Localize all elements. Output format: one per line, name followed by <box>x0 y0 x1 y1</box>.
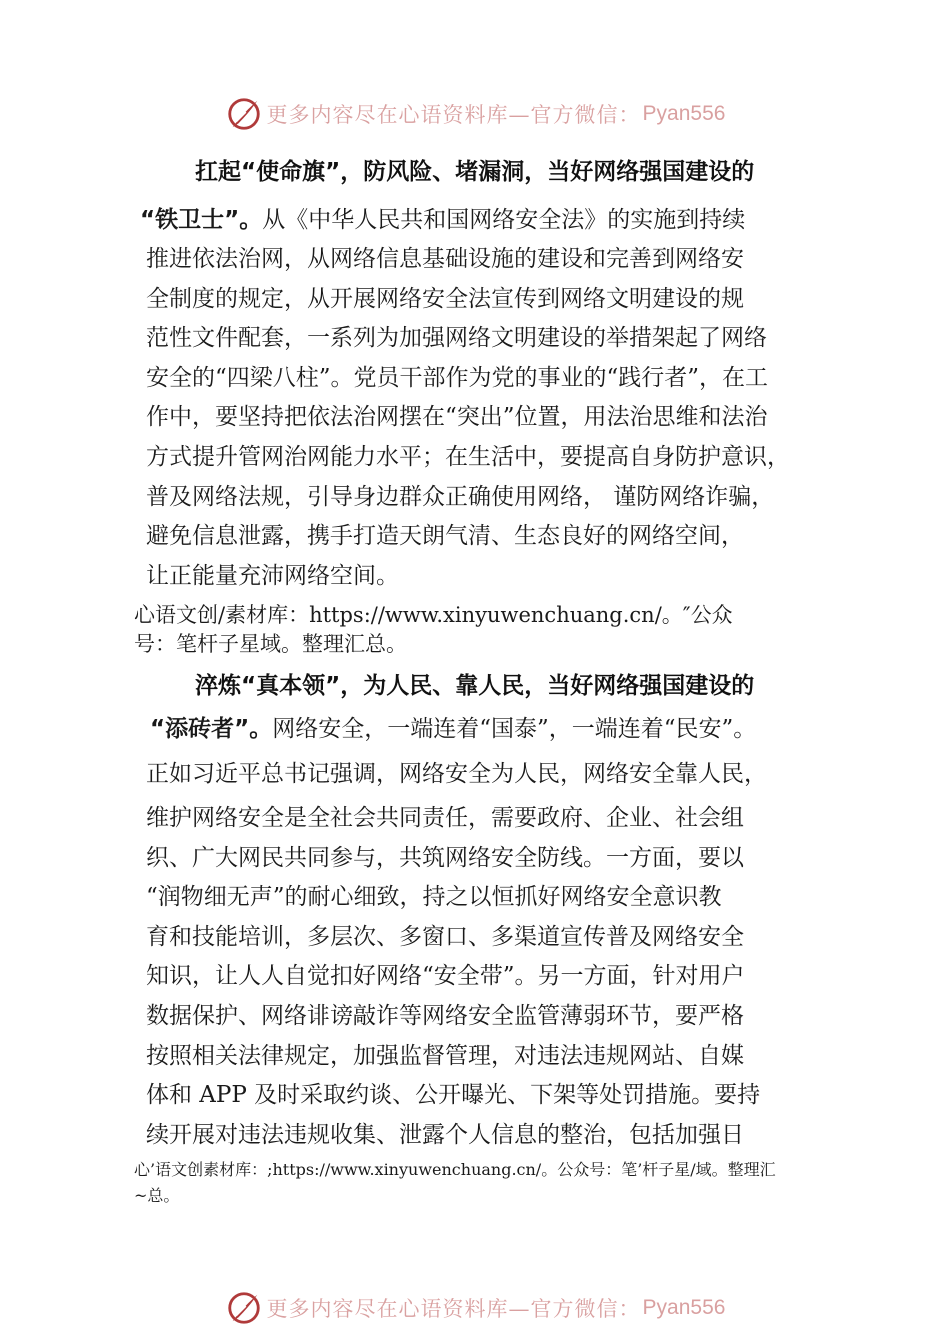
quill-logo-icon <box>225 1289 263 1327</box>
section2-line-4: 织、广大网民共同参与，共筑网络安全防线。一方面，要以 <box>146 845 744 871</box>
section1-line-10: 让正能量充沛网络空间。 <box>146 563 399 589</box>
quill-logo-icon <box>225 95 263 133</box>
section1-line-1 <box>140 206 830 234</box>
header-banner-text: 更多内容尽在心语资料库—官方微信： <box>266 103 641 127</box>
header-banner <box>0 94 950 134</box>
section2-heading: 淬炼“真本领”，为人民、靠人民，当好网络强国建设的 <box>195 673 755 699</box>
source-note-1-line-1: 心语文创/素材库：https://www.xinyuwenchuang.cn/。″公众 <box>134 603 733 627</box>
section2-line-5: “润物细无声”的耐心细致，持之以恒抓好网络安全意识教 <box>146 884 722 910</box>
section1-line-3: 全制度的规定，从开展网络安全法宣传到网络文明建设的规 <box>146 286 744 312</box>
section2-line-9: 按照相关法律规定，加强监督管理，对违法违规网站、自媒 <box>146 1043 744 1069</box>
section1-lead-bold: “铁卫士”。 <box>140 207 263 233</box>
section1-line-7: 方式提升管网治网能力水平；在生活中，要提高自身防护意识， <box>146 444 790 470</box>
header-banner-handle: Pyan556 <box>642 102 726 125</box>
footer-banner-handle: Pyan556 <box>642 1296 726 1319</box>
footer-banner-text: 更多内容尽在心语资料库—官方微信： <box>266 1297 641 1321</box>
source-note-2-line-2: ~总。 <box>134 1186 180 1205</box>
section1-line-6: 作中，要坚持把依法治网摆在“突出”位置，用法治思维和法治 <box>146 404 768 430</box>
source-note-2-line-1: 心’语文创素材库：;https://www.xinyuwenchuang.cn/。公众号：笔’杆子星/域。整理汇 <box>134 1160 776 1179</box>
section2-line-2: 正如习近平总书记强调，网络安全为人民，网络安全靠人民， <box>146 761 767 787</box>
footer-banner <box>0 1288 950 1328</box>
section2-lead-bold: “添砖者”。 <box>150 716 273 742</box>
section1-line-9: 避免信息泄露，携手打造天朗气清、生态良好的网络空间， <box>146 523 744 549</box>
section2-line-3: 维护网络安全是全社会共同责任，需要政府、企业、社会组 <box>146 805 744 831</box>
section1-line-5: 安全的“四梁八柱”。党员干部作为党的事业的“践行者”，在工 <box>146 365 769 391</box>
section1-line-1-text: 从《中华人民共和国网络安全法》的实施到持续 <box>262 207 746 233</box>
section2-line-1-text: 网络安全，一端连着“国泰”，一端连着“民安”。 <box>272 716 757 742</box>
section1-line-2: 推进依法治网，从网络信息基础设施的建设和完善到网络安 <box>146 246 744 272</box>
section2-line-7: 知识，让人人自觉扣好网络“安全带”。另一方面，针对用户 <box>146 963 745 989</box>
source-note-1-line-2: 号：笔杆子星域。整理汇总。 <box>134 632 407 656</box>
section2-line-6: 育和技能培训，多层次、多窗口、多渠道宣传普及网络安全 <box>146 924 744 950</box>
section2-line-10: 体和 APP 及时采取约谈、公开曝光、下架等处罚措施。要持 <box>146 1082 761 1108</box>
section1-line-8: 普及网络法规，引导身边群众正确使用网络， 谨防网络诈骗， <box>146 484 775 510</box>
section1-line-4: 范性文件配套，一系列为加强网络文明建设的举措架起了网络 <box>146 325 767 351</box>
section2-line-11: 续开展对违法违规收集、泄露个人信息的整治，包括加强日 <box>146 1122 744 1148</box>
section2-line-8: 数据保护、网络诽谤敲诈等网络安全监管薄弱环节，要严格 <box>146 1003 744 1029</box>
section2-line-1 <box>150 715 840 743</box>
section1-heading: 扛起“使命旗”，防风险、堵漏洞，当好网络强国建设的 <box>195 159 755 185</box>
